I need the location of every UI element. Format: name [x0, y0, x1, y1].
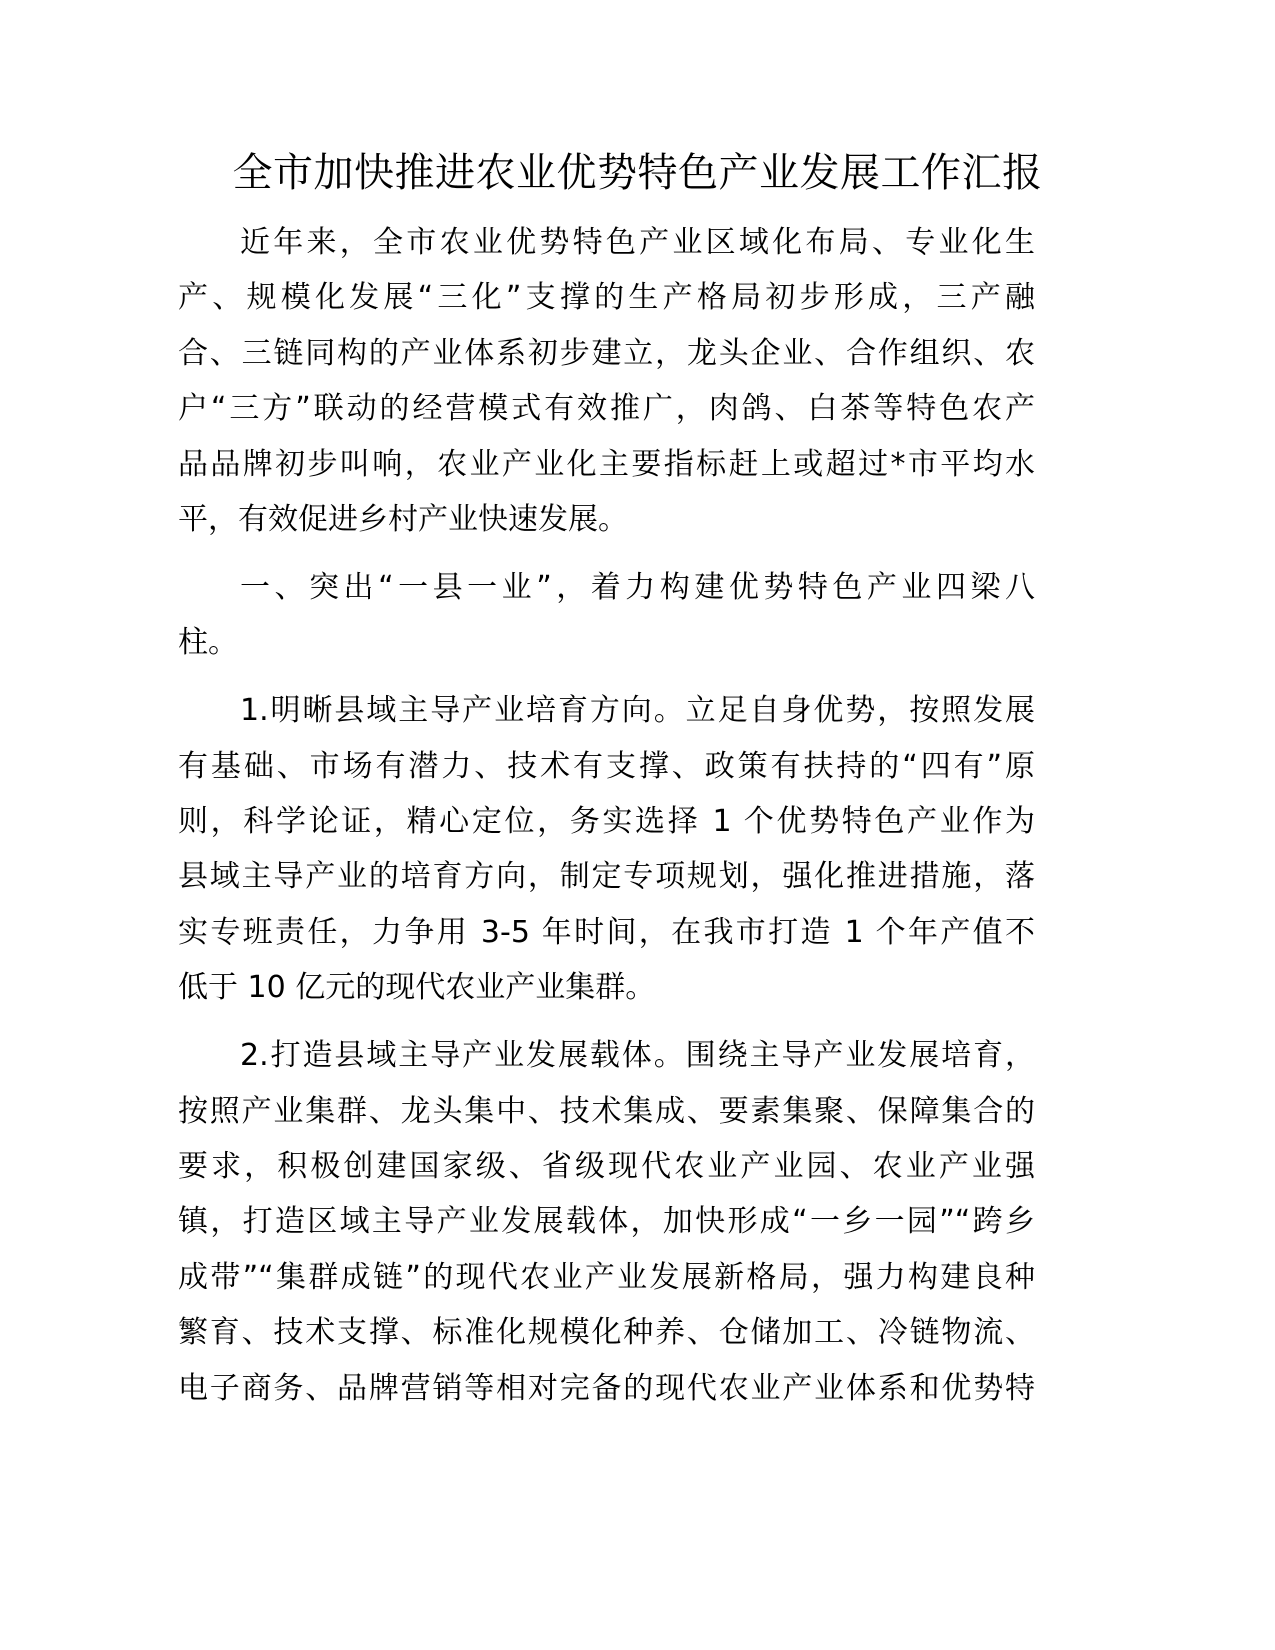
paragraph-line: 2.打造县域主导产业发展载体。围绕主导产业发展培育， [240, 1038, 1035, 1074]
paragraph-line: 要求，积极创建国家级、省级现代农业产业园、农业产业强 [178, 1149, 1035, 1185]
paragraph-line: 按照产业集群、龙头集中、技术集成、要素集聚、保障集合的 [178, 1093, 1035, 1129]
paragraph [178, 1028, 1035, 1416]
paragraph-line: 户“三方”联动的经营模式有效推广，肉鸽、白茶等特色农产 [178, 391, 1035, 427]
paragraph-line: 电子商务、品牌营销等相对完备的现代农业产业体系和优势特 [178, 1370, 1035, 1406]
paragraph-line: 有基础、市场有潜力、技术有支撑、政策有扶持的“四有”原 [178, 748, 1035, 784]
paragraph-line: 镇，打造区域主导产业发展载体，加快形成“一乡一园”“跨乡 [178, 1204, 1035, 1240]
paragraph-line: 品品牌初步叫响，农业产业化主要指标赶上或超过*市平均水 [178, 446, 1035, 482]
paragraph-line: 一、突出“一县一业”，着力构建优势特色产业四梁八 [240, 569, 1035, 605]
paragraph-line: 低于 10 亿元的现代农业产业集群。 [178, 970, 656, 1006]
document-body [178, 215, 1035, 1429]
paragraph-line: 则，科学论证，精心定位，务实选择 1 个优势特色产业作为 [178, 804, 1035, 840]
paragraph [178, 683, 1035, 1015]
paragraph-line: 产、规模化发展“三化”支撑的生产格局初步形成，三产融 [178, 280, 1035, 316]
paragraph [178, 560, 1035, 671]
paragraph-line: 实专班责任，力争用 3-5 年时间，在我市打造 1 个年产值不 [178, 914, 1035, 950]
paragraph-line: 合、三链同构的产业体系初步建立，龙头企业、合作组织、农 [178, 335, 1035, 371]
paragraph-line: 县域主导产业的培育方向，制定专项规划，强化推进措施，落 [178, 859, 1035, 895]
paragraph [178, 215, 1035, 547]
paragraph-line: 柱。 [178, 625, 238, 661]
paragraph-line: 繁育、技术支撑、标准化规模化种养、仓储加工、冷链物流、 [178, 1315, 1035, 1351]
paragraph-line: 成带”“集群成链”的现代农业产业发展新格局，强力构建良种 [178, 1259, 1035, 1295]
paragraph-line: 平，有效促进乡村产业快速发展。 [178, 501, 628, 537]
paragraph-line: 近年来，全市农业优势特色产业区域化布局、专业化生 [240, 225, 1035, 260]
document-title: 全市加快推进农业优势特色产业发展工作汇报 [232, 150, 1043, 196]
paragraph-line: 1.明晰县域主导产业培育方向。立足自身优势，按照发展 [240, 693, 1035, 729]
